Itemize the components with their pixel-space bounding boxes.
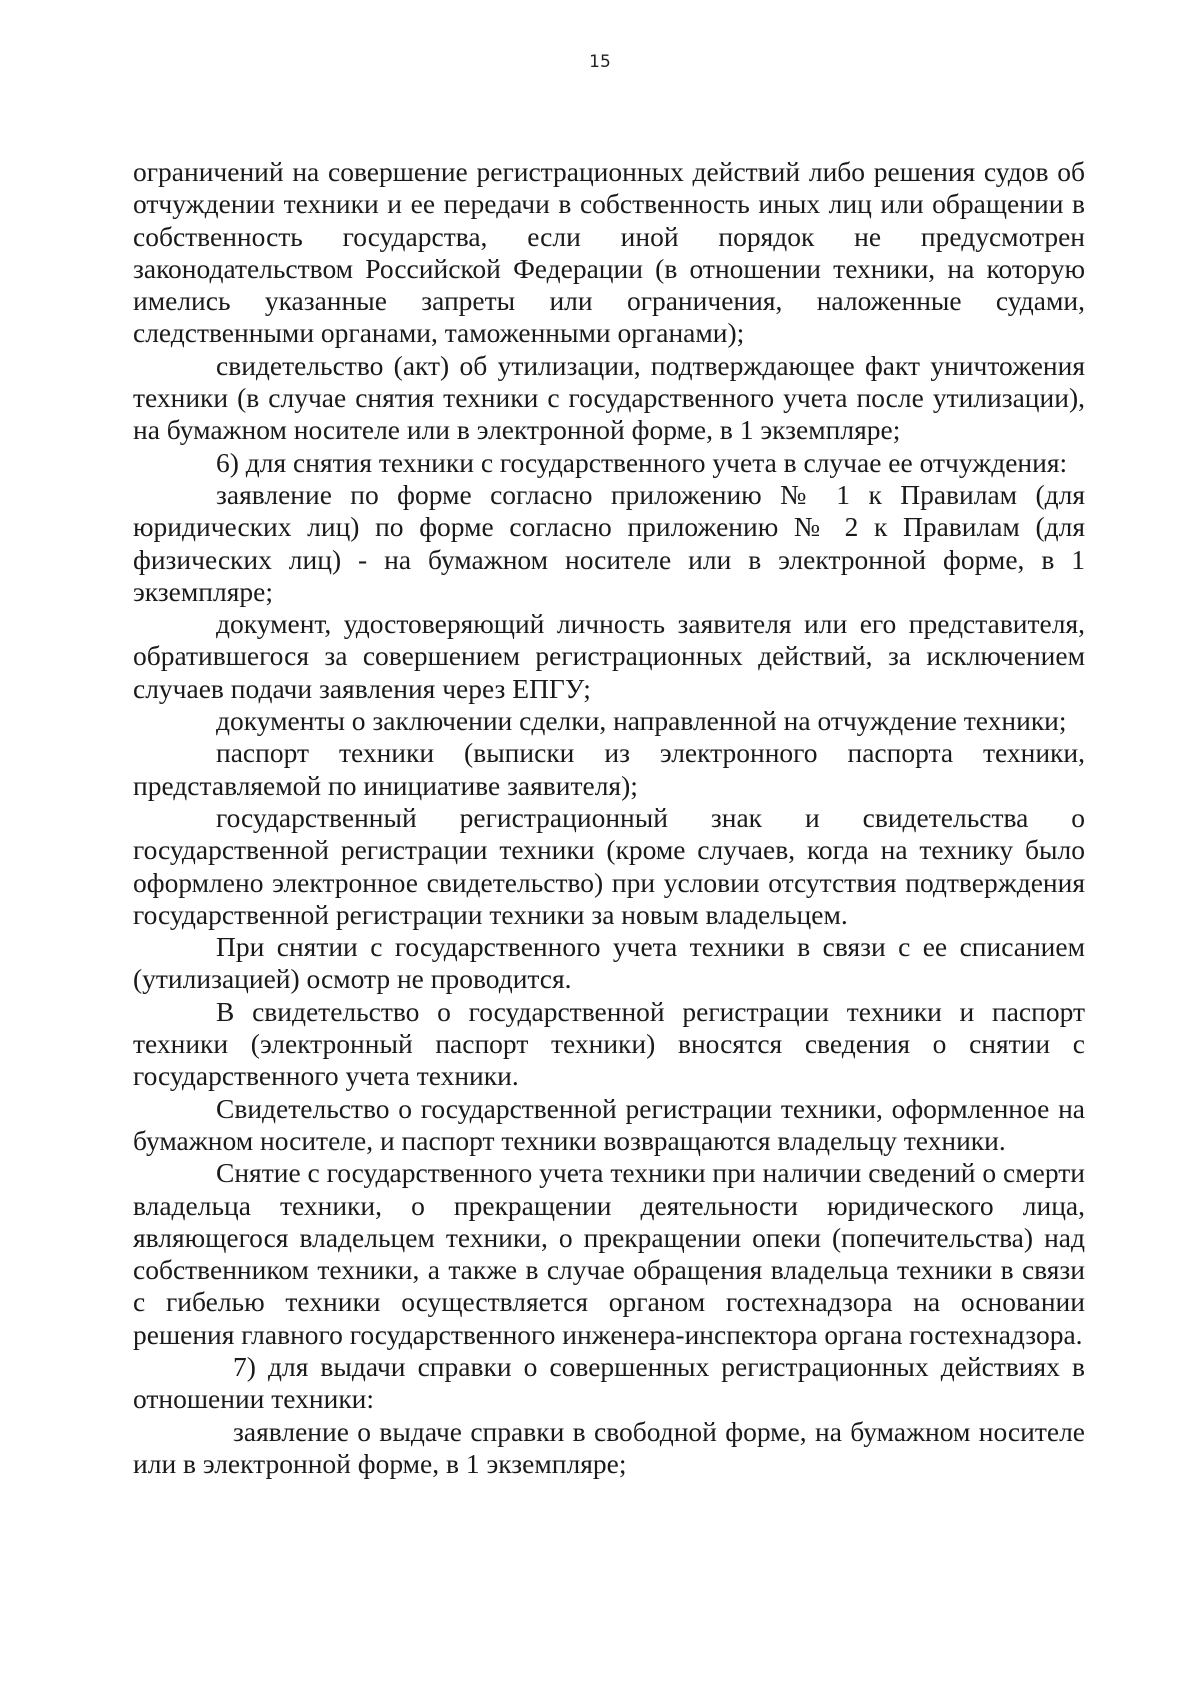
paragraph-identity-document: документ, удостоверяющий личность заявителя или его представителя, обратившегося за совершением регистрационных действий, за исключением случаев подачи заявления через ЕПГУ;	[133, 608, 1085, 704]
paragraph-deregistration-death: Снятие с государственного учета техники при наличии сведений о смерти владельца техники, о прекращении деятельности юридического лица, являющегося владельцем техники, о прекращении опеки (попечительства) над собственником техники, а также в случае обращения владельца техники в связи с гибелью техники осуществляется органом гостехнадзора на основании решения главного государственного инженера-инспектора органа гостехнадзора.	[133, 1157, 1085, 1350]
paragraph-deal-documents: документы о заключении сделки, направленной на отчуждение техники;	[216, 705, 1067, 737]
paragraph-reference-application: заявление о выдаче справки в свободной форме, на бумажном носителе или в электронной форме, в 1 экземпляре;	[133, 1415, 1085, 1479]
paragraph-records-entry: В свидетельство о государственной регистрации техники и паспорт техники (электронный паспорт техники) вносятся сведения о снятии с государственного учета техники.	[133, 995, 1085, 1092]
paragraph-item-7-heading: 7) для выдачи справки о совершенных регистрационных действиях в отношении техники:	[133, 1350, 1085, 1415]
paragraph-continuation: ограничений на совершение регистрационных действий либо решения судов об отчуждении техники и ее передачи в собственность иных лиц или обращении в собственность государства, если иной порядок не предусмотрен законодательством Российской Федерации (в отношении техники, на которую имелись указанные запреты или ограничения, наложенные судами, следственными органами, таможенными органами);	[133, 156, 1085, 349]
paragraph-documents-returned: Свидетельство о государственной регистрации техники, оформленное на бумажном носителе, и паспорт техники возвращаются владельцу техники.	[133, 1092, 1085, 1156]
paragraph-application-form: заявление по форме согласно приложению № 1 к Правилам (для юридических лиц) по форме согласно приложению № 2 к Правилам (для физических лиц) - на бумажном носителе или в электронной форме, в 1 экземпляре;	[133, 478, 1085, 607]
paragraph-no-inspection: При снятии с государственного учета техники в связи с ее списанием (утилизацией) осмотр не проводится.	[133, 931, 1085, 995]
paragraph-registration-plate: государственный регистрационный знак и свидетельства о государственной регистрации техники (кроме случаев, когда на технику было оформлено электронное свидетельство) при условии отсутствия подтверждения государственной регистрации техники за новым владельцем.	[133, 801, 1085, 930]
paragraph-utilization-certificate: свидетельство (акт) об утилизации, подтверждающее факт уничтожения техники (в случае снятия техники с государственного учета после утилизации), на бумажном носителе или в электронной форме, в 1 экземпляре;	[133, 349, 1085, 446]
document-body	[133, 156, 1085, 1480]
page-number: 15	[589, 52, 611, 72]
paragraph-item-6-heading: 6) для снятия техники с государственного учета в случае ее отчуждения:	[216, 446, 1068, 478]
paragraph-vehicle-passport: паспорт техники (выписки из электронного паспорта техники, представляемой по инициативе заявителя);	[133, 737, 1085, 801]
